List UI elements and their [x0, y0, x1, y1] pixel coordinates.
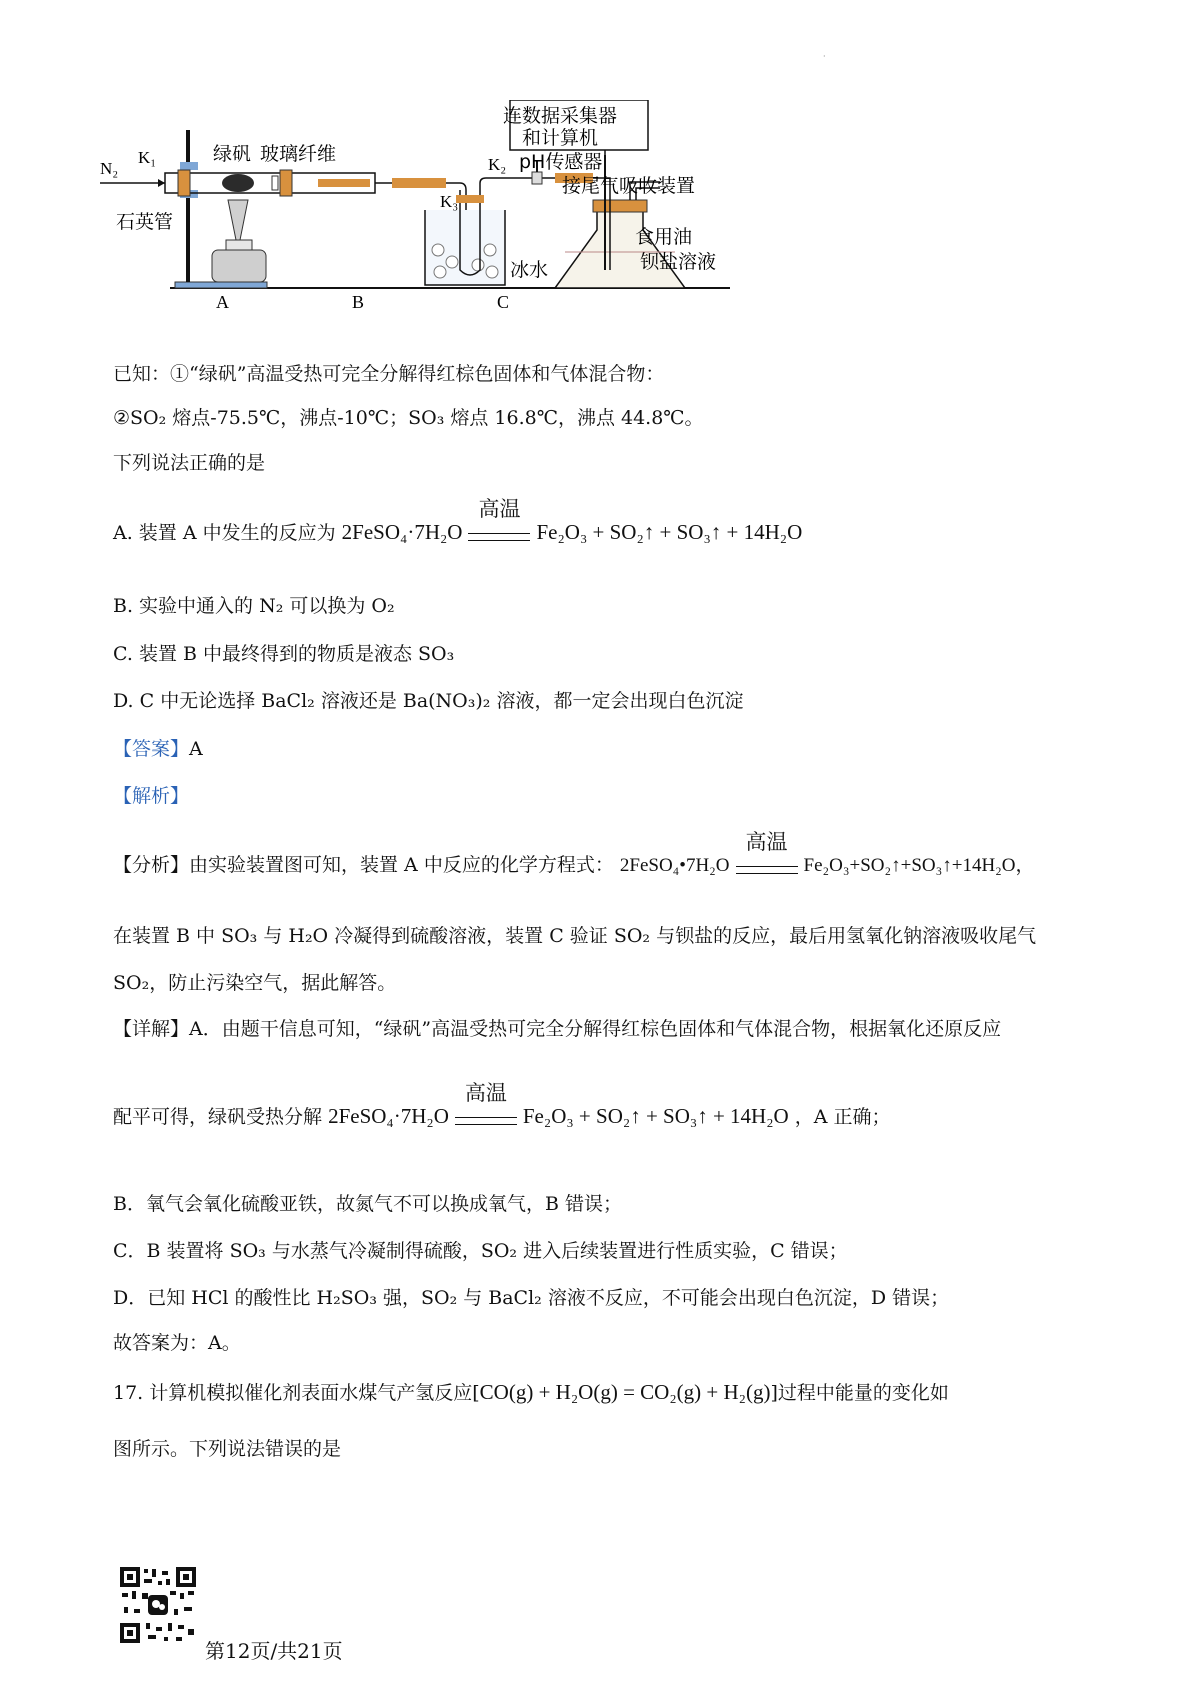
analysis-equation [619, 829, 1035, 878]
analysis-line-2: 在装置 B 中 SO₃ 与 H₂O 冷凝得到硫酸溶液，装置 C 验证 SO₂ 与钡盐的反应，最后用氢氧化钠溶液吸收尾气 [113, 925, 1037, 947]
q17-line-1 [113, 1380, 949, 1405]
detail-line-2-suffix: ，A 正确； [794, 1106, 891, 1128]
equation-arrow [466, 497, 532, 545]
answer-label: 【答案】 [113, 738, 190, 760]
given-line-2: ②SO₂ 熔点-75.5℃，沸点-10℃；SO₃ 熔点 16.8℃，沸点 44.8℃。 [113, 407, 704, 429]
detail-reactant: 2FeSO₄·7H₂O [328, 1104, 449, 1128]
label-datacollector-2: 和计算机 [521, 127, 599, 149]
detail-line-2-prefix: 配平可得，绿矾受热分解 [113, 1106, 323, 1128]
answer-value: A [189, 738, 203, 760]
option-b: B. 实验中通入的 N₂ 可以换为 O₂ [113, 595, 395, 617]
label-k3: K₃ [440, 192, 459, 211]
q17-suffix: ]过程中能量的变化如 [770, 1382, 949, 1404]
label-a: A [216, 292, 229, 312]
equation-reactant: 2FeSO₄·7H₂O [341, 520, 463, 544]
detail-condition: 高温 [464, 1081, 507, 1106]
option-c: C. 装置 B 中最终得到的物质是液态 SO₃ [113, 643, 455, 665]
detail-products: Fe₂O₃ + SO₂↑ + SO₃↑ + 14H₂O [522, 1104, 789, 1128]
detail-conclusion: 故答案为：A。 [113, 1332, 241, 1354]
analysis-line-3: SO₂，防止污染空气，据此解答。 [113, 972, 397, 994]
qr-code[interactable] [118, 1565, 198, 1645]
detail-line-2 [113, 1081, 891, 1129]
answer-line [113, 738, 203, 761]
page-footer: 第12页/共21页 [205, 1639, 343, 1663]
label-ph: pH传感器 [519, 151, 603, 173]
q17-equation: CO(g) + H₂O(g) = CO₂(g) + H₂(g) [479, 1380, 771, 1404]
detail-line-1: 【详解】A．由题干信息可知，“绿矾”高温受热可完全分解得红棕色固体和气体混合物，根据氧化还原反应 [113, 1018, 1002, 1040]
label-quartz: 石英管 [116, 211, 174, 233]
option-a-equation [341, 497, 803, 545]
label-k1: K₁ [138, 148, 157, 167]
analysis-label: 【解析】 [113, 785, 190, 807]
label-barium: 钡盐溶液 [640, 251, 717, 273]
analysis-arrow [734, 829, 800, 878]
stray-dot: · [823, 52, 826, 61]
label-k2: K₂ [488, 155, 507, 174]
q17-prefix: 17. 计算机模拟催化剂表面水煤气产氢反应[ [113, 1382, 480, 1404]
apparatus-diagram [100, 100, 820, 345]
option-a [113, 497, 803, 545]
detail-arrow [453, 1081, 519, 1129]
analysis-line-1-prefix: 由实验装置图可知，装置 A 中反应的化学方程式： [189, 854, 614, 876]
label-tail: 接尾气吸收装置 [562, 175, 696, 197]
q17-line-2: 图所示。下列说法错误的是 [113, 1438, 342, 1460]
label-n2: N₂ [100, 159, 119, 178]
detail-d: D．已知 HCl 的酸性比 H₂SO₃ 强，SO₂ 与 BaCl₂ 溶液不反应，不可能会出现白色沉淀，D 错误； [113, 1287, 950, 1309]
label-lvfan: 绿矾 [213, 143, 252, 165]
label-b: B [352, 292, 365, 312]
analysis-condition: 高温 [745, 829, 788, 854]
detail-c: C．B 装置将 SO₃ 与水蒸气冷凝制得硫酸，SO₂ 进入后续装置进行性质实验，C 错误； [113, 1240, 848, 1262]
analysis-line-1 [113, 829, 1035, 878]
option-d: D. C 中无论选择 BaCl₂ 溶液还是 Ba(NO₃)₂ 溶液，都一定会出现白色沉淀 [113, 690, 744, 712]
analysis-reactant: 2FeSO₄•7H₂O [619, 855, 730, 876]
equation-condition: 高温 [478, 497, 521, 522]
label-c: C [497, 292, 510, 312]
option-a-prefix: A. 装置 A 中发生的反应为 [113, 522, 336, 544]
label-icewater: 冰水 [510, 259, 549, 281]
analysis-products: Fe₂O₃+SO₂↑+SO₃↑+14H₂O， [803, 855, 1035, 876]
analysis-label-inline: 【分析】 [113, 854, 190, 876]
detail-equation [328, 1081, 789, 1129]
equation-products: Fe₂O₃ + SO₂↑ + SO₃↑ + 14H₂O [536, 520, 803, 544]
question-prompt: 下列说法正确的是 [113, 452, 266, 474]
label-datacollector-1: 连数据采集器 [502, 105, 618, 127]
label-oil: 食用油 [635, 226, 693, 248]
given-line-1: 已知：①“绿矾”高温受热可完全分解得红棕色固体和气体混合物： [113, 363, 665, 385]
detail-b: B．氧气会氧化硫酸亚铁，故氮气不可以换成氧气，B 错误； [113, 1193, 622, 1215]
label-glassfiber: 玻璃纤维 [260, 143, 337, 165]
